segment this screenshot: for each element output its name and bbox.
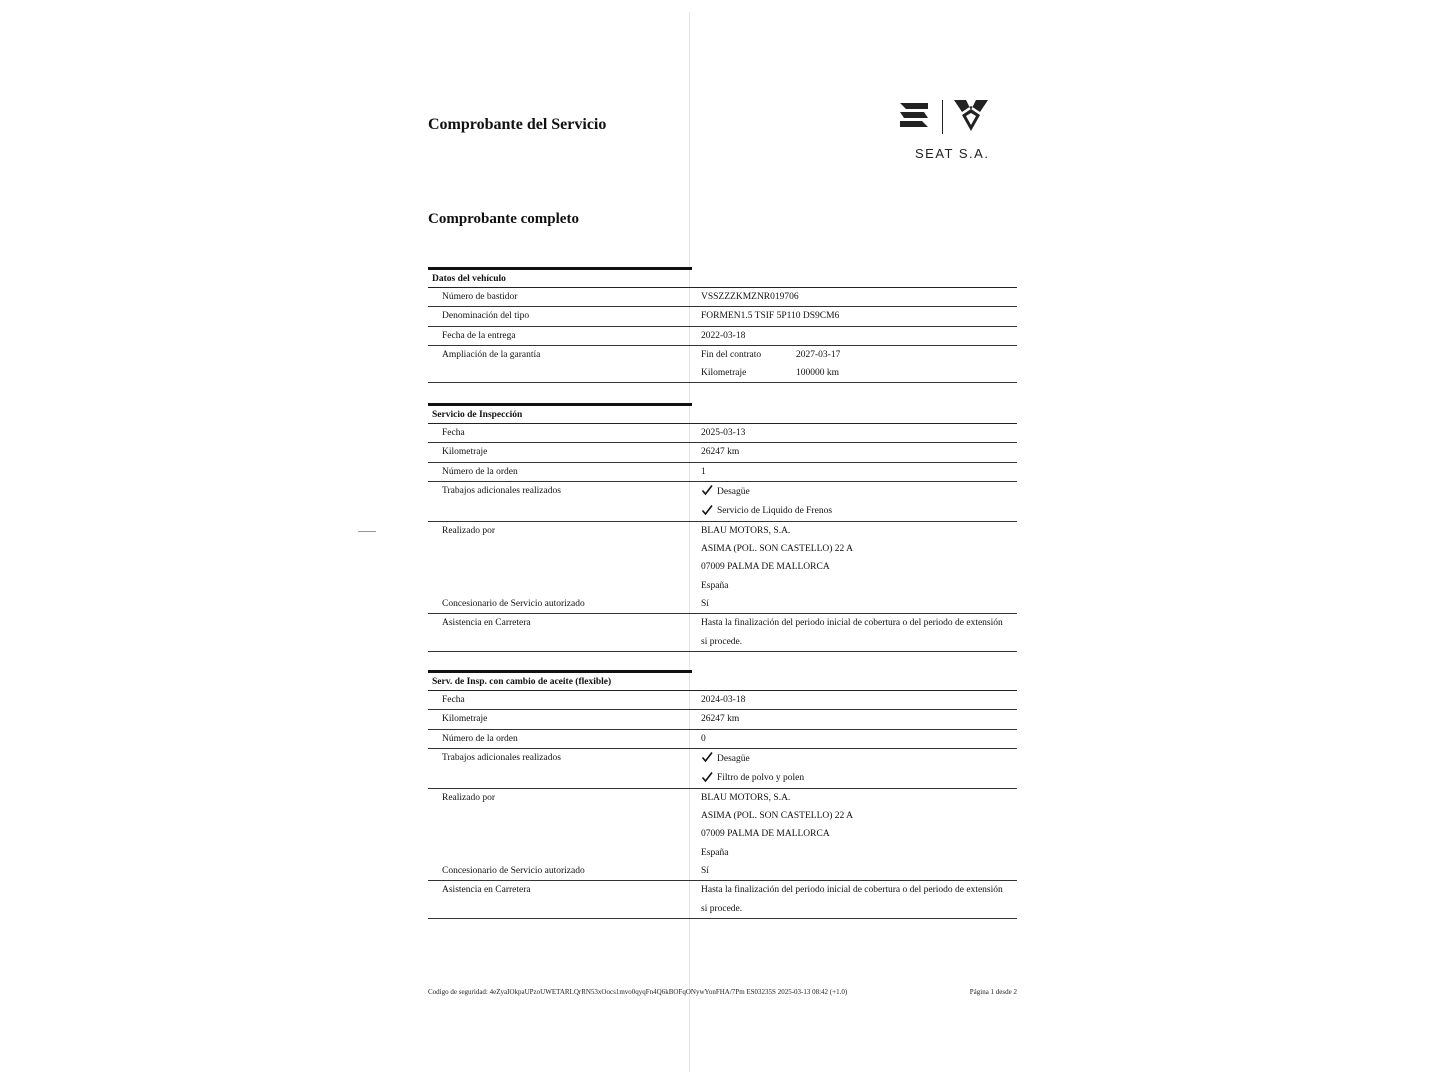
assistance-line: si procede. (701, 636, 743, 647)
assistance-line: Hasta la finalización del periodo inicial de cobertura o del periodo de extensión (701, 885, 1003, 896)
work-item: Servicio de Liquido de Frenos (717, 506, 833, 517)
dealer-line: ASIMA (POL. SON CASTELLO) 22 A (701, 811, 854, 822)
order-label: Número de la orden (442, 466, 518, 477)
order-value: 0 (701, 733, 706, 744)
done-by-label: Realizado por (442, 792, 496, 803)
scan-mark (358, 531, 376, 532)
work-item: Desagüe (717, 486, 750, 497)
order-label: Número de la orden (442, 733, 518, 744)
done-by-label: Realizado por (442, 525, 496, 536)
vin-label: Número de bastidor (442, 292, 518, 302)
dealer-line: 07009 PALMA DE MALLORCA (701, 562, 830, 573)
assistance-line: Hasta la finalización del periodo inicial de cobertura o del periodo de extensión (701, 618, 1003, 629)
table-row (428, 443, 1017, 462)
check-icon (701, 751, 717, 766)
table-row (428, 881, 1017, 919)
delivery-value: 2022-03-18 (701, 330, 746, 341)
page-title: Comprobante del Servicio (428, 116, 607, 133)
service-section (428, 670, 1017, 919)
type-value: FORMEN1.5 TSIF 5P110 DS9CM6 (701, 311, 840, 322)
brand-block (898, 98, 994, 161)
list-item (701, 768, 1017, 788)
work-label: Trabajos adicionales realizados (442, 485, 561, 496)
authorized-label: Concesionario de Servicio autorizado (442, 866, 585, 877)
page-subtitle: Comprobante completo (428, 211, 579, 227)
check-icon (701, 771, 717, 786)
table-row (428, 346, 1017, 384)
km-value: 26247 km (701, 447, 740, 458)
date-value: 2025-03-13 (701, 428, 746, 438)
check-icon (701, 484, 717, 499)
dealer-address (689, 522, 1017, 595)
brand-name: SEAT S.A. (915, 146, 990, 161)
service-section (428, 403, 1017, 652)
date-value: 2024-03-18 (701, 695, 746, 705)
type-label: Denominación del tipo (442, 311, 530, 322)
page-number: Página 1 desde 2 (969, 988, 1017, 996)
order-value: 1 (701, 466, 706, 477)
mileage-label: Kilometraje (701, 368, 747, 379)
dealer-line: BLAU MOTORS, S.A. (701, 525, 791, 536)
seat-logo-icon (898, 100, 930, 135)
dealer-line: BLAU MOTORS, S.A. (701, 792, 791, 803)
vehicle-section (428, 267, 1017, 383)
table-row (428, 307, 1017, 326)
delivery-label: Fecha de la entrega (442, 330, 516, 341)
section-heading: Datos del vehículo (428, 267, 692, 287)
dealer-line: España (701, 580, 729, 591)
warranty-value (689, 346, 1017, 383)
table-row (428, 595, 1017, 614)
table-row (428, 862, 1017, 881)
table-row (428, 482, 1017, 522)
date-label: Fecha (442, 428, 465, 438)
dealer-address (689, 789, 1017, 862)
logo-divider (942, 100, 943, 134)
dealer-line: 07009 PALMA DE MALLORCA (701, 829, 830, 840)
security-code: Codigo de seguridad: 4eZyaIOkpaUPzoUWETARLQrRN53xOocs1mvo0qyqFn4Q6kBOFqONywYonFHA/7Pm ES03235S 2025-03-13 08:42 (+1.0) (428, 988, 848, 996)
work-item: Filtro de polvo y polen (717, 773, 805, 784)
assistance-label: Asistencia en Carretera (442, 618, 531, 629)
authorized-label: Concesionario de Servicio autorizado (442, 599, 585, 610)
vin-value: VSSZZZKMZNR019706 (701, 292, 799, 302)
authorized-value: Sí (701, 866, 709, 877)
table-row (428, 327, 1017, 346)
table-row (428, 691, 1017, 710)
contract-end-value: 2027-03-17 (796, 349, 841, 360)
dealer-line: España (701, 847, 729, 858)
section-heading: Servicio de Inspección (428, 403, 692, 423)
table-row (428, 789, 1017, 862)
warranty-label: Ampliación de la garantía (442, 349, 541, 360)
dealer-line: ASIMA (POL. SON CASTELLO) 22 A (701, 544, 854, 555)
table-row (428, 730, 1017, 749)
work-item: Desagüe (717, 753, 750, 764)
table-row (428, 749, 1017, 789)
assistance-label: Asistencia en Carretera (442, 885, 531, 896)
table-row (428, 463, 1017, 482)
km-label: Kilometraje (442, 447, 488, 458)
table-row (428, 288, 1017, 307)
authorized-value: Sí (701, 599, 709, 610)
table-row (428, 710, 1017, 729)
km-label: Kilometraje (442, 714, 488, 725)
table-row (428, 424, 1017, 443)
check-icon (701, 504, 717, 519)
list-item (701, 482, 1017, 502)
list-item (701, 749, 1017, 769)
assistance-line: si procede. (701, 903, 743, 914)
mileage-value: 100000 km (796, 368, 840, 379)
list-item (701, 501, 1017, 521)
table-row (428, 614, 1017, 652)
km-value: 26247 km (701, 714, 740, 725)
date-label: Fecha (442, 695, 465, 705)
work-label: Trabajos adicionales realizados (442, 752, 561, 763)
cupra-logo-icon (953, 98, 989, 137)
table-row (428, 522, 1017, 595)
section-heading: Serv. de Insp. con cambio de aceite (flexible) (428, 670, 692, 690)
contract-end-label: Fin del contrato (701, 349, 762, 360)
footer (428, 988, 1017, 996)
